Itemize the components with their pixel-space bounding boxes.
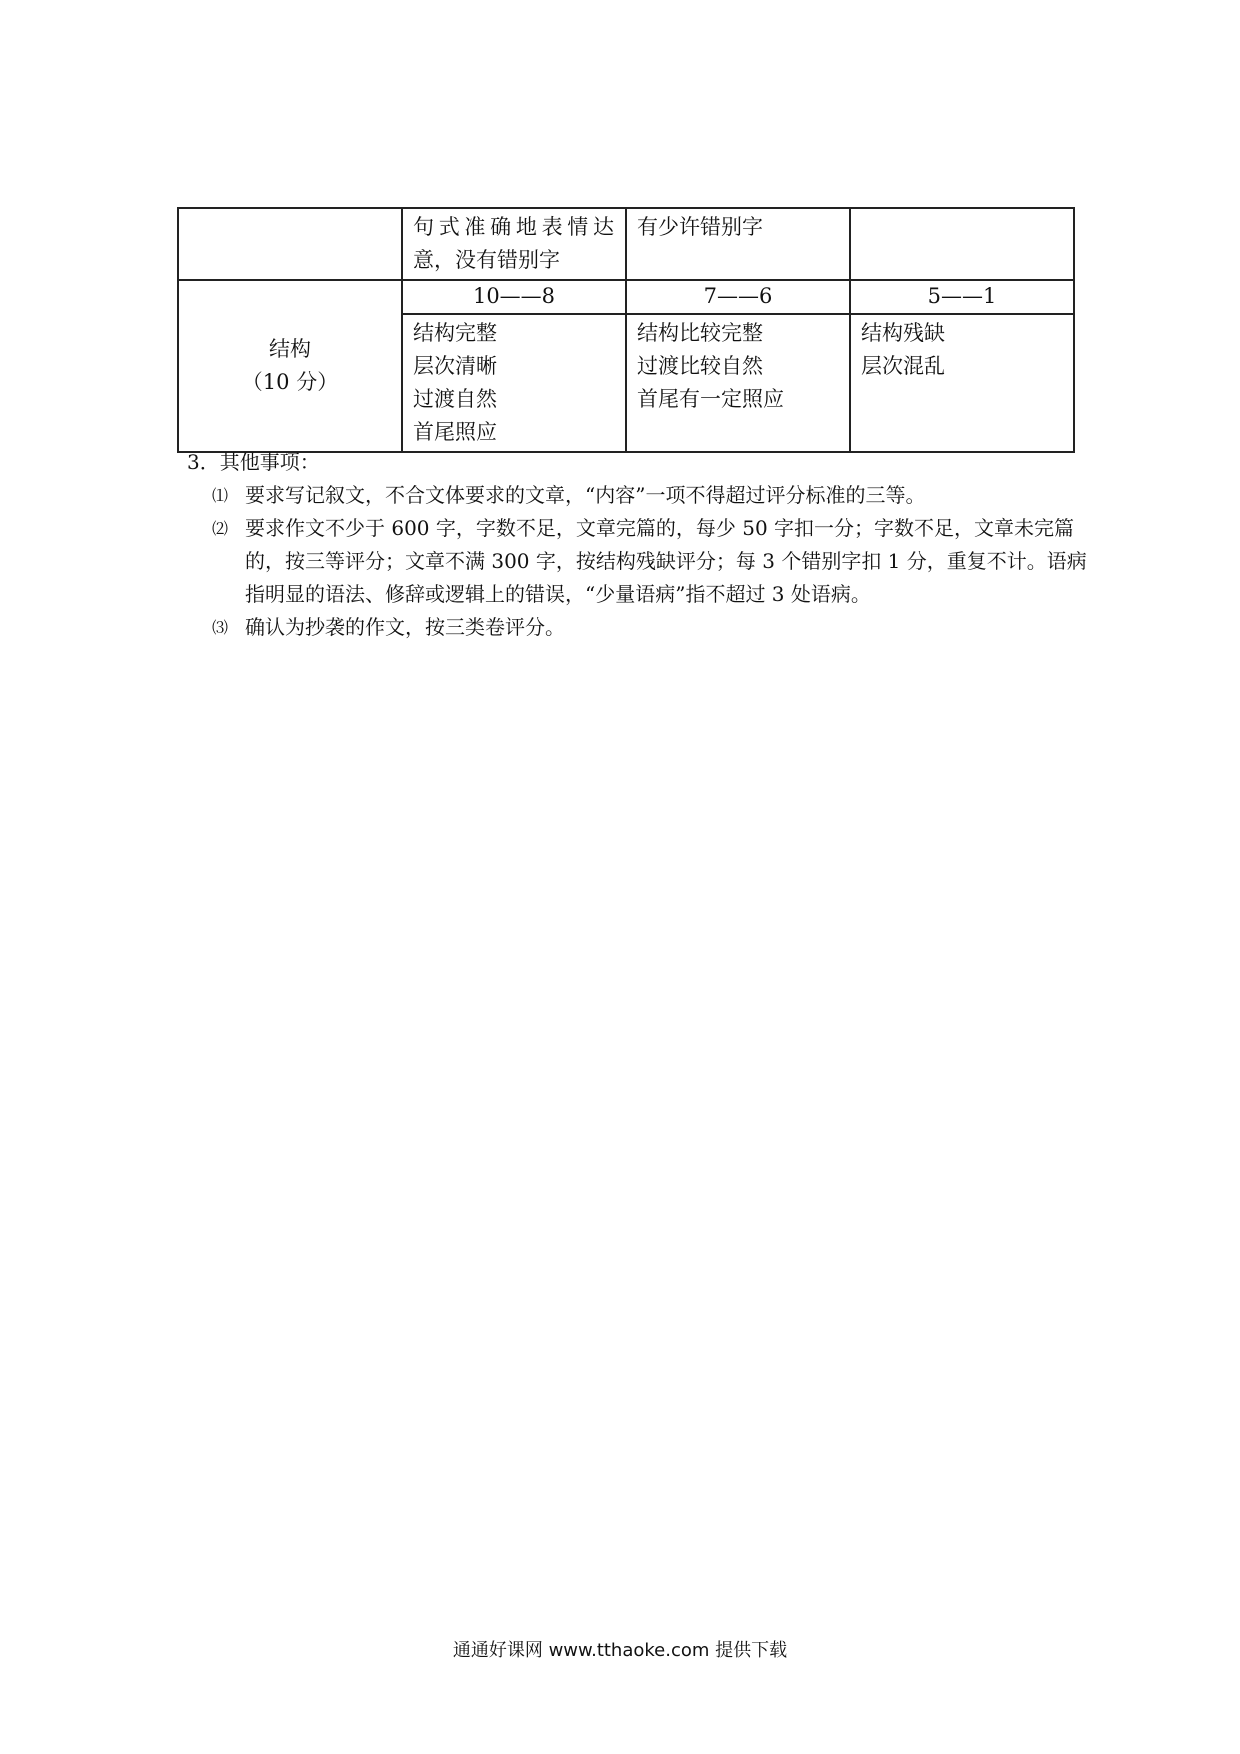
cell-line: 首尾照应 <box>413 420 497 444</box>
score-range-2: 7——6 <box>626 280 850 314</box>
score-range-1: 10——8 <box>402 280 626 314</box>
cell-line: 意，没有错别字 <box>413 248 560 272</box>
score-range-3: 5——1 <box>850 280 1074 314</box>
note-text: 要求写记叙文，不合文体要求的文章，“内容”一项不得超过评分标准的三等。 <box>245 483 926 507</box>
criteria-level3 <box>850 314 1074 452</box>
cell-line: 句式准确地表情达 <box>413 215 615 239</box>
cell-line: 有少许错别字 <box>637 215 763 239</box>
cell-line: 层次清晰 <box>413 354 497 378</box>
table-cell-empty-label <box>178 208 402 280</box>
table-cell-level3 <box>850 208 1074 280</box>
note-number: ⑶ <box>212 618 229 637</box>
note-item <box>187 512 1087 611</box>
structure-points: （10 分） <box>241 370 339 394</box>
table-cell-level1 <box>402 208 626 280</box>
scoring-table <box>177 207 1075 453</box>
cell-line: 结构比较完整 <box>637 321 763 345</box>
cell-line: 结构残缺 <box>861 321 945 345</box>
cell-line: 层次混乱 <box>861 354 945 378</box>
cell-line: 过渡自然 <box>413 387 497 411</box>
other-notes <box>187 446 1087 644</box>
cell-line: 首尾有一定照应 <box>637 387 784 411</box>
table-row-language <box>178 208 1074 280</box>
structure-label: 结构 <box>269 337 311 361</box>
cell-line: 结构完整 <box>413 321 497 345</box>
note-number: ⑴ <box>212 486 229 505</box>
table-cell-level2 <box>626 208 850 280</box>
note-item <box>187 479 1087 512</box>
structure-label-cell <box>178 280 402 452</box>
notes-heading: 3．其他事项： <box>187 450 320 474</box>
page-footer: 通通好课网 www.tthaoke.com 提供下载 <box>452 1640 788 1661</box>
criteria-level2 <box>626 314 850 452</box>
note-text: 确认为抄袭的作文，按三类卷评分。 <box>245 615 565 639</box>
note-item <box>187 611 1087 644</box>
note-number: ⑵ <box>212 519 229 538</box>
table-row-structure-scores <box>178 280 1074 314</box>
note-text: 要求作文不少于 600 字，字数不足，文章完篇的，每少 50 字扣一分；字数不足，文章未完篇的，按三等评分；文章不满 300 字，按结构残缺评分；每 3 个错别字扣 1 分，重复不计。语病指明显的语法、修辞或逻辑上的错误，“少量语病”指不超过 3 处语病。 <box>245 516 1087 606</box>
criteria-level1 <box>402 314 626 452</box>
cell-line: 过渡比较自然 <box>637 354 763 378</box>
